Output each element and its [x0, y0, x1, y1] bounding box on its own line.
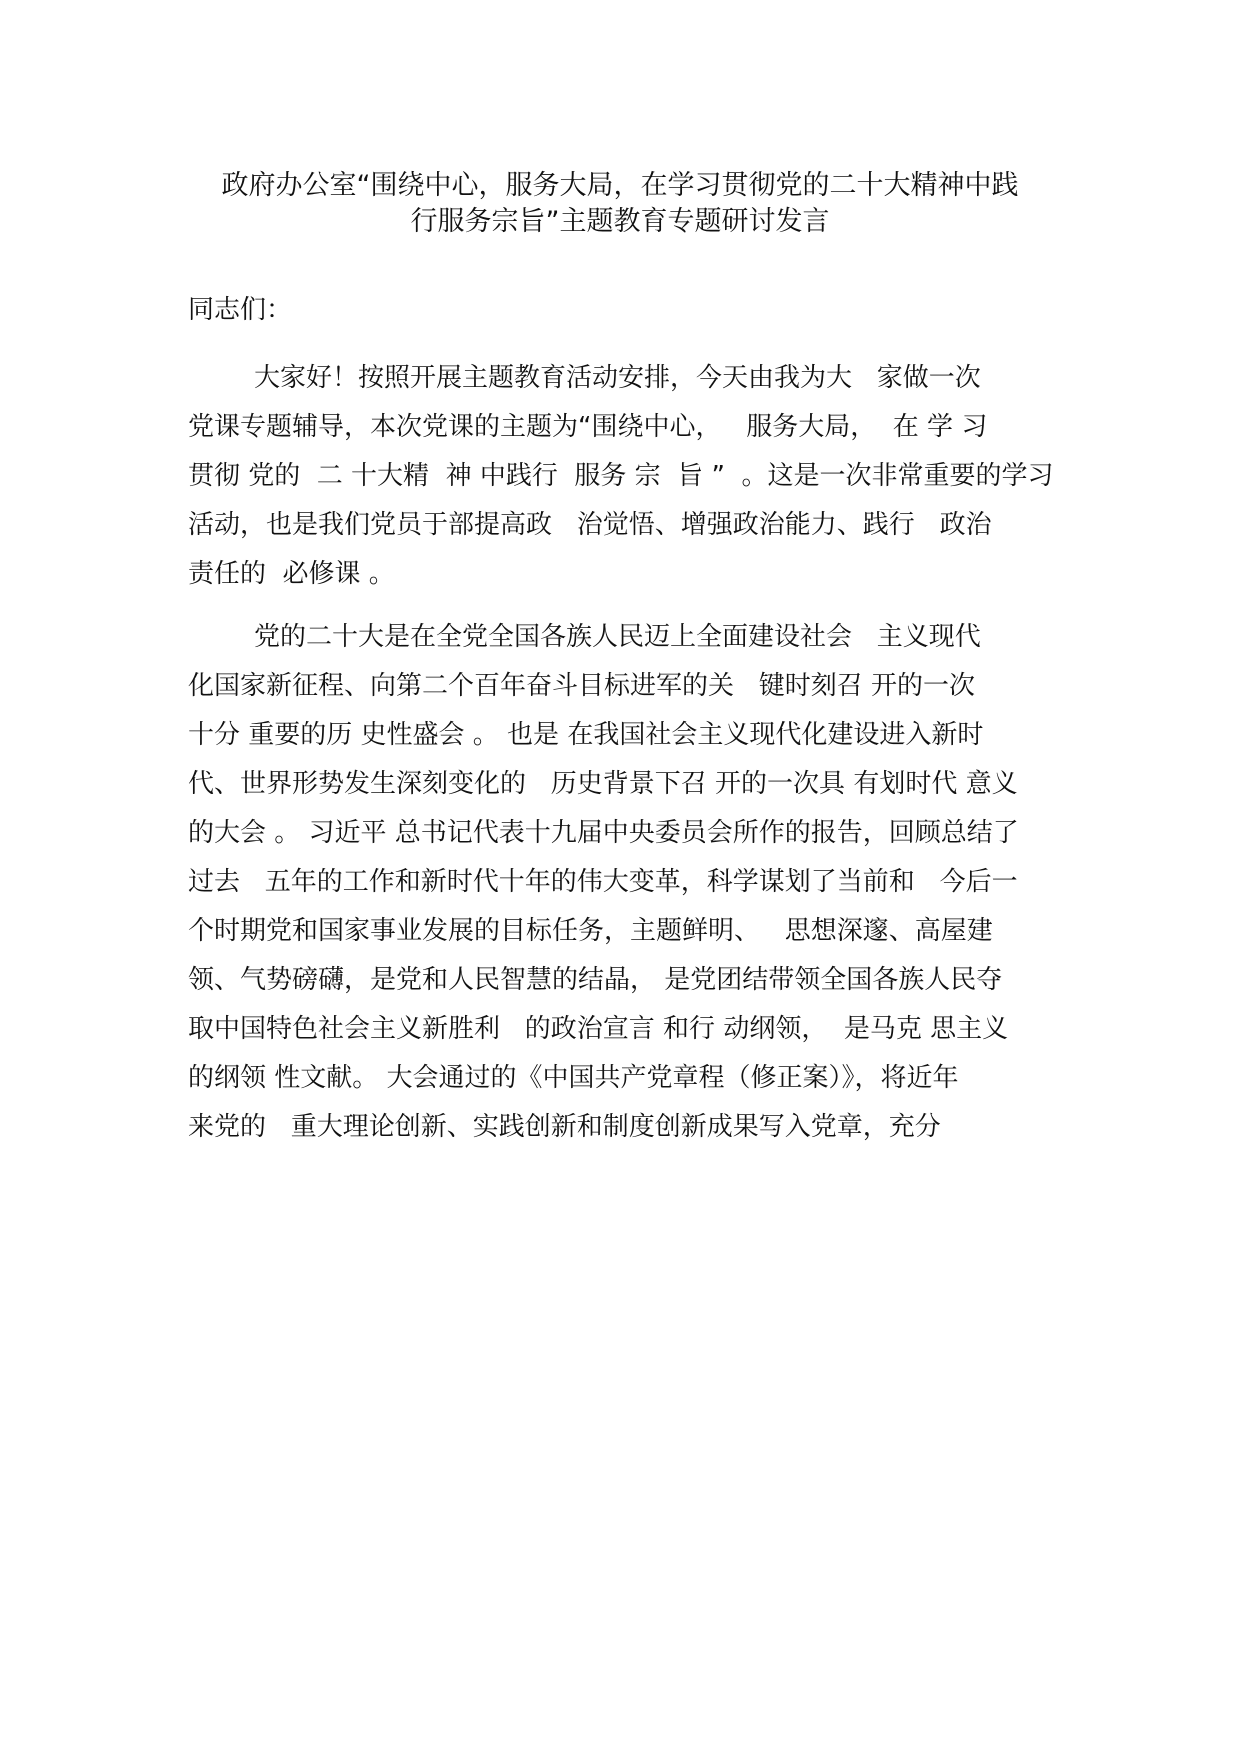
paragraph-line: 取中国特色社会主义新胜利 的政治宣言 和行 动纲领， 是马克 思主义: [188, 1014, 1009, 1044]
paragraph-line: 的纲领 性文献。 大会通过的《中国共产党章程（修正案）》，将近年: [188, 1063, 959, 1093]
paragraph-line: 党课专题辅导，本次党课的主题为“围绕中心， 服务大局， 在 学 习: [188, 412, 988, 442]
paragraph-line: 个时期党和国家事业发展的目标任务，主题鲜明、 思想深邃、高屋建: [188, 916, 993, 946]
paragraph-line: 来党的 重大理论创新、实践创新和制度创新成果写入党章，充分: [188, 1112, 941, 1142]
paragraph-line: 贯彻 党的 二 十大精 神 中践行 服务 宗 旨 ” 。这是一次非常重要的学习: [188, 461, 1054, 491]
paragraph-line: 代、世界形势发生深刻变化的 历史背景下召 开的一次具 有划时代 意义: [188, 769, 1018, 799]
paragraph-line: 大家好！按照开展主题教育活动安排，今天由我为大 家做一次: [254, 363, 981, 393]
paragraph-line: 十分 重要的历 史性盛会 。 也是 在我国社会主义现代化建设进入新时: [188, 720, 984, 750]
title-line: 行服务宗旨”主题教育专题研讨发言: [410, 206, 830, 237]
paragraph-line: 过去 五年的工作和新时代十年的伟大变革，科学谋划了当前和 今后一: [188, 867, 1018, 897]
document-title: [150, 168, 1090, 240]
paragraph-line: 化国家新征程、向第二个百年奋斗目标进军的关 键时刻召 开的一次: [188, 671, 976, 701]
paragraph-1: [188, 354, 1088, 599]
salutation: 同志们：: [188, 295, 293, 325]
paragraph-line: 责任的 必修课 。: [188, 559, 395, 589]
paragraph-line: 的大会 。 习近平 总书记代表十九届中央委员会所作的报告，回顾总结了: [188, 818, 1019, 848]
title-line: 政府办公室“围绕中心，服务大局，在学习贯彻党的二十大精神中践: [221, 170, 1019, 201]
paragraph-line: 活动，也是我们党员于部提高政 治觉悟、增强政治能力、践行 政治: [188, 510, 992, 540]
document-body: [188, 292, 1088, 1152]
paragraph-line: 党的二十大是在全党全国各族人民迈上全面建设社会 主义现代: [254, 622, 981, 652]
paragraph-2: [188, 613, 1088, 1152]
paragraph-line: 领、气势磅礴，是党和人民智慧的结晶， 是党团结带领全国各族人民夺: [188, 965, 1003, 995]
